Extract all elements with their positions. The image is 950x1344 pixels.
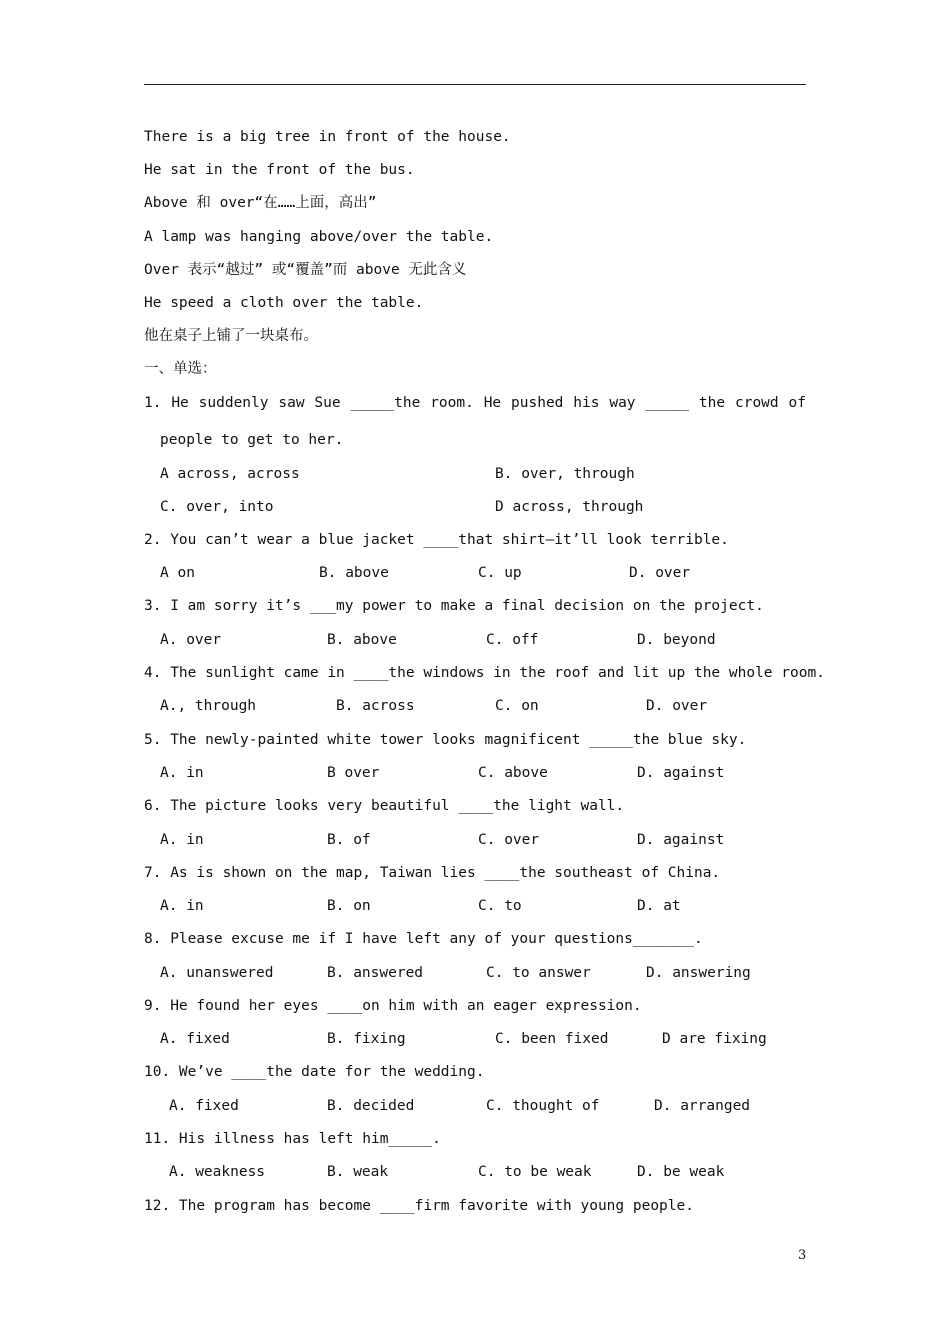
q9-option-c: C. been fixed [495, 1031, 609, 1047]
q1-word: He [483, 395, 502, 411]
question-11-stem: 11. His illness has left him_____. [144, 1131, 441, 1147]
q5-option-d: D. against [637, 765, 725, 781]
q2-option-d: D. over [629, 565, 691, 581]
q7-option-b: B. on [327, 898, 371, 914]
q1-option-d: D across, through [495, 499, 644, 515]
q1-word: suddenly [198, 395, 269, 411]
header-rule [144, 84, 806, 85]
example-line-7: 他在桌子上铺了一块桌布。 [144, 328, 318, 344]
q1-word: his [573, 395, 600, 411]
q7-option-d: D. at [637, 898, 681, 914]
example-line-6: He speed a cloth over the table. [144, 295, 424, 311]
q1-word: Sue [314, 395, 341, 411]
q6-option-a: A. in [160, 832, 204, 848]
q1-word: He [171, 395, 189, 411]
question-7-stem: 7. As is shown on the map, Taiwan lies ____the southeast of China. [144, 865, 721, 881]
q9-option-a: A. fixed [160, 1031, 230, 1047]
q8-option-d: D. answering [646, 965, 751, 981]
q1-word: room. [430, 395, 474, 411]
q2-option-a: A on [160, 565, 195, 581]
q8-option-c: C. to answer [486, 965, 591, 981]
q1-word: saw [278, 395, 305, 411]
q11-option-d: D. be weak [637, 1164, 725, 1180]
q5-option-c: C. above [478, 765, 548, 781]
q1-option-a: A across, across [160, 466, 300, 482]
question-10-stem: 10. We’ve ____the date for the wedding. [144, 1064, 485, 1080]
q9-option-d: D are fixing [662, 1031, 767, 1047]
q11-option-b: B. weak [327, 1164, 389, 1180]
example-line-3: Above 和 over“在……上面，高出” [144, 195, 377, 211]
q4-option-a: A., through [160, 698, 257, 714]
example-line-1: There is a big tree in front of the house. [144, 129, 511, 145]
q5-option-b: B over [327, 765, 380, 781]
q7-option-c: C. to [478, 898, 522, 914]
q10-option-a: A. fixed [169, 1098, 239, 1114]
q3-option-b: B. above [327, 632, 397, 648]
example-line-2: He sat in the front of the bus. [144, 162, 415, 178]
q1-word: the [698, 395, 726, 411]
q9-option-b: B. fixing [327, 1031, 406, 1047]
q1-word: _____the [350, 395, 421, 411]
q11-option-c: C. to be weak [478, 1164, 592, 1180]
q1-option-b: B. over, through [495, 466, 635, 482]
q1-word: 1. [144, 395, 162, 411]
question-5-stem: 5. The newly-painted white tower looks magnificent _____the blue sky. [144, 732, 747, 748]
example-line-5: Over 表示“越过” 或“覆盖”而 above 无此含义 [144, 262, 467, 278]
q10-option-c: C. thought of [486, 1098, 600, 1114]
q3-option-c: C. off [486, 632, 539, 648]
q7-option-a: A. in [160, 898, 204, 914]
q4-option-c: C. on [495, 698, 539, 714]
q1-option-c: C. over, into [160, 499, 274, 515]
q3-option-a: A. over [160, 632, 222, 648]
question-2-stem: 2. You can’t wear a blue jacket ____that shirt—it’ll look terrible. [144, 532, 729, 548]
question-3-stem: 3. I am sorry it’s ___my power to make a final decision on the project. [144, 598, 764, 614]
question-9-stem: 9. He found her eyes ____on him with an eager expression. [144, 998, 642, 1014]
q2-option-c: C. up [478, 565, 522, 581]
page-number: 3 [798, 1248, 807, 1263]
question-12-stem: 12. The program has become ____firm favorite with young people. [144, 1198, 694, 1214]
q6-option-c: C. over [478, 832, 540, 848]
question-1-continuation: people to get to her. [160, 432, 344, 448]
question-4-stem: 4. The sunlight came in ____the windows in the roof and lit up the whole room. [144, 665, 825, 681]
q10-option-b: B. decided [327, 1098, 415, 1114]
q1-word: _____ [645, 395, 690, 411]
q6-option-b: B. of [327, 832, 371, 848]
question-8-stem: 8. Please excuse me if I have left any of your questions_______. [144, 931, 703, 947]
section-title: 一、单选： [144, 361, 217, 377]
example-line-4: A lamp was hanging above/over the table. [144, 229, 494, 245]
q10-option-d: D. arranged [654, 1098, 751, 1114]
q2-option-b: B. above [319, 565, 389, 581]
question-1-stem [144, 394, 806, 412]
q1-word: crowd [734, 395, 779, 411]
q8-option-b: B. answered [327, 965, 424, 981]
q5-option-a: A. in [160, 765, 204, 781]
q1-word: of [788, 395, 806, 411]
q6-option-d: D. against [637, 832, 725, 848]
q8-option-a: A. unanswered [160, 965, 274, 981]
q3-option-d: D. beyond [637, 632, 716, 648]
question-6-stem: 6. The picture looks very beautiful ____the light wall. [144, 798, 625, 814]
q4-option-d: D. over [646, 698, 708, 714]
q1-word: pushed [511, 395, 564, 411]
q1-word: way [609, 395, 636, 411]
q11-option-a: A. weakness [169, 1164, 266, 1180]
q4-option-b: B. across [336, 698, 415, 714]
